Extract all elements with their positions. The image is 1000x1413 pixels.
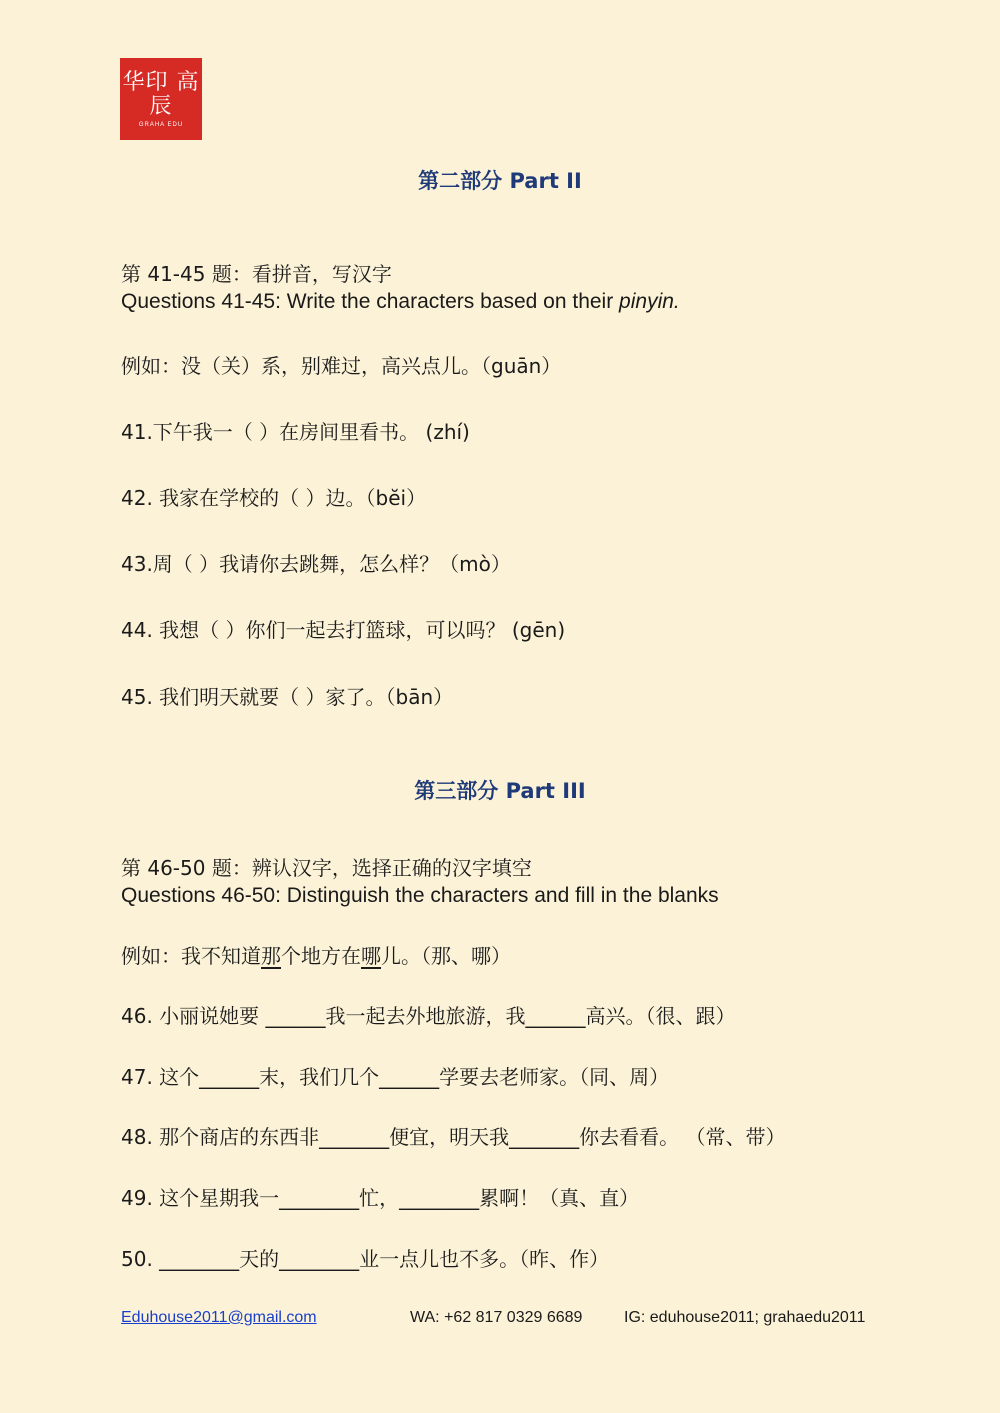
example-answer-2: 哪	[361, 944, 381, 968]
question-47: 47. 这个______末，我们几个______学要去老师家。（同、周）	[121, 1065, 670, 1089]
question-43: 43.周（ ）我请你去跳舞，怎么样？（mò）	[121, 552, 511, 576]
part2-instruction-en-text: Questions 41-45: Write the characters based on their	[121, 290, 620, 313]
logo	[120, 58, 202, 140]
part3-instruction-cn: 第 46-50 题：辨认汉字，选择正确的汉字填空	[121, 856, 532, 880]
part3-title: 第三部分 Part III	[414, 779, 586, 803]
part3-example	[121, 940, 511, 969]
example-mid: 个地方在	[281, 944, 361, 968]
question-50: 50. ________天的________业一点儿也不多。（昨、作）	[121, 1247, 610, 1271]
part2-example: 例如：没（关）系，别难过，高兴点儿。（guān）	[121, 354, 562, 378]
part3-instruction-en: Questions 46-50: Distinguish the characters and fill in the blanks	[121, 884, 719, 907]
footer-email[interactable]	[121, 1309, 317, 1327]
example-answer-1: 那	[261, 944, 281, 968]
logo-glyphs: 华印 高辰	[122, 69, 200, 119]
question-49: 49. 这个星期我一________忙，________累啊！（真、直）	[121, 1186, 640, 1210]
email-link[interactable]: Eduhouse2011@gmail.com	[121, 1309, 317, 1326]
part2-instruction-en	[121, 290, 680, 314]
footer-wa: WA: +62 817 0329 6689	[410, 1309, 583, 1326]
question-46: 46. 小丽说她要 ______我一起去外地旅游，我______高兴。（很、跟）	[121, 1004, 736, 1028]
example-prefix: 例如：我不知道	[121, 944, 261, 968]
footer-ig: IG: eduhouse2011; grahaedu2011	[624, 1309, 866, 1326]
part2-instruction-en-italic: pinyin.	[619, 290, 680, 313]
example-suffix: 儿。（那、哪）	[381, 944, 511, 968]
question-45: 45. 我们明天就要（ ）家了。（bān）	[121, 685, 454, 709]
question-42: 42. 我家在学校的（ ）边。（bĕi）	[121, 486, 427, 510]
part2-instruction-cn: 第 41-45 题：看拼音，写汉字	[121, 262, 392, 286]
question-48: 48. 那个商店的东西非_______便宜，明天我_______你去看看。 （常、带）	[121, 1125, 786, 1149]
question-44: 44. 我想（ ）你们一起去打篮球，可以吗？ (gēn)	[121, 618, 566, 642]
part2-title: 第二部分 Part II	[418, 169, 582, 193]
logo-subtitle: GRAHA EDU	[138, 121, 184, 128]
question-41: 41.下午我一（ ）在房间里看书。 (zhí)	[121, 420, 470, 444]
